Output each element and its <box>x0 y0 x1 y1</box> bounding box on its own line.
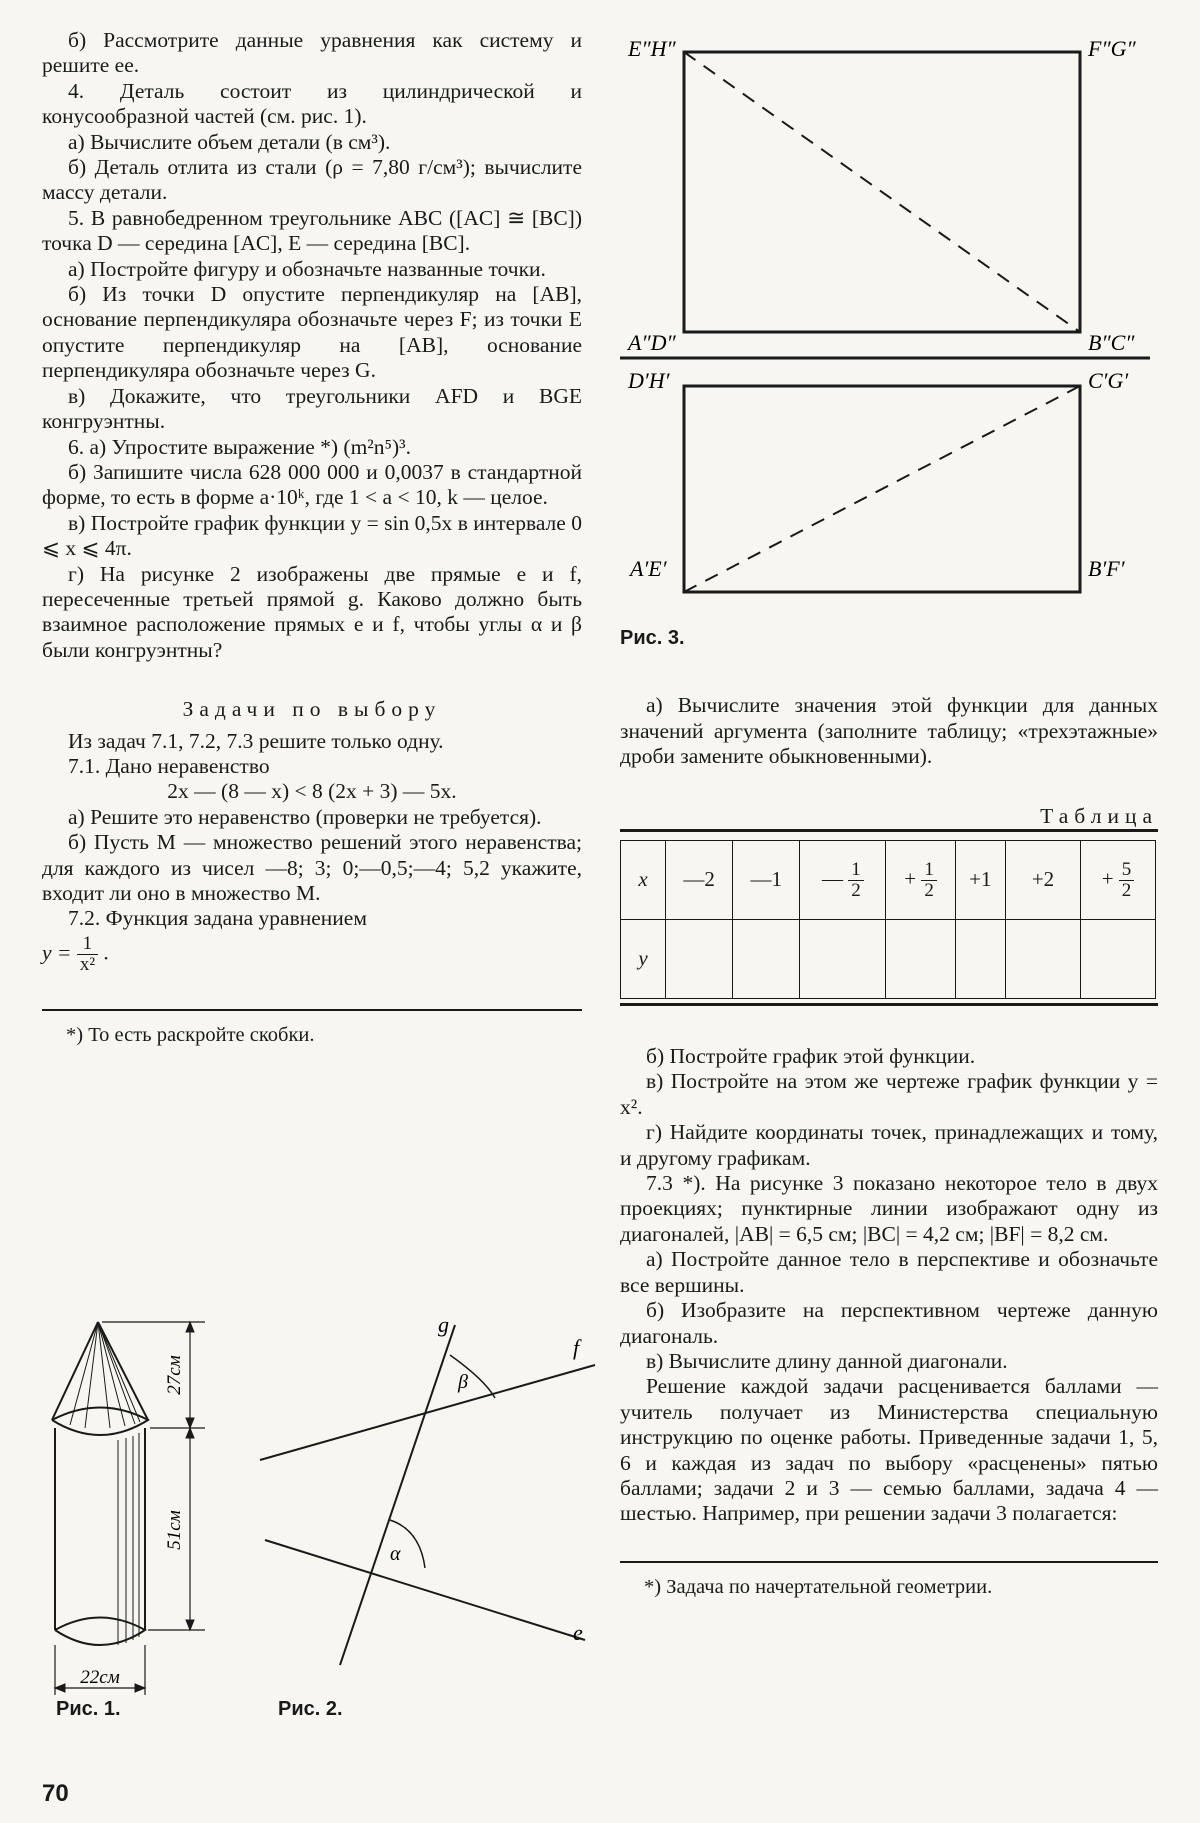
line-f <box>260 1365 595 1460</box>
table-title: Таблица <box>1040 803 1158 828</box>
paragraph: 7.2. Функция задана уравнением <box>68 906 367 931</box>
value-table <box>620 840 1156 999</box>
top-diagonal-dashed <box>684 52 1080 332</box>
figure-1 <box>40 1300 260 1700</box>
formula-denominator: x² <box>79 953 96 975</box>
bottom-diagonal-dashed <box>684 386 1080 592</box>
label-CG-bottom: C′G′ <box>1088 368 1129 393</box>
beta-arc <box>450 1355 495 1398</box>
table-cell: — $\frac{1}{2}$ <box>800 841 886 920</box>
alpha-label: α <box>390 1543 401 1565</box>
line-g-label: g <box>438 1312 449 1337</box>
paragraph: г) Найдите координаты точек, принадлежащих и тому, и другому графикам. <box>620 1120 1158 1170</box>
paragraph: а) Вычислите объем детали (в см³). <box>68 129 391 154</box>
footnote-rule <box>620 1561 1158 1563</box>
table-cell: +1 <box>955 841 1005 920</box>
table-row-y <box>621 920 1156 999</box>
table-header-y: y <box>621 920 666 999</box>
formula-lhs: y = <box>42 940 72 965</box>
line-f-label: f <box>573 1335 580 1360</box>
cone-height-label: 27см <box>164 1355 185 1395</box>
label-DH-bottom: D′H′ <box>628 368 670 393</box>
paragraph: в) Постройте на этом же чертеже график функции y = x². <box>620 1069 1158 1119</box>
paragraph: а) Постройте данное тело в перспективе и обозначьте все вершины. <box>620 1247 1158 1297</box>
line-e-label: e <box>573 1620 583 1645</box>
paragraph: б) Изобразите на перспективном чертеже данную диагональ. <box>620 1298 1158 1348</box>
label-FG-top: F″G″ <box>1088 36 1136 61</box>
line-e <box>265 1540 585 1640</box>
label-BC-top: B″C″ <box>1088 330 1135 355</box>
value-table-frame <box>620 829 1158 1006</box>
table-row-x <box>621 841 1156 920</box>
formula-fraction <box>77 934 98 975</box>
paragraph: Из задач 7.1, 7.2, 7.3 решите только одну. <box>68 728 444 753</box>
paragraph: б) Деталь отлита из стали (ρ = 7,80 г/см³); вычислите массу детали. <box>42 155 582 205</box>
label-AD-top: A″D″ <box>628 330 676 355</box>
paragraph: 5. В равнобедренном треугольнике ABC ([AC] ≅ [BC]) точка D — середина [AC], E — середина [BC]. <box>42 205 582 256</box>
label-EH-top: E″H″ <box>628 36 676 61</box>
footnote-rule <box>42 1009 582 1011</box>
section-heading: Задачи по выбору <box>182 697 442 722</box>
paragraph: 6. а) Упростите выражение *) (m²n⁵)³. <box>68 434 411 459</box>
figure-1-caption: Рис. 1. <box>56 1698 121 1720</box>
right-column <box>620 626 1158 1600</box>
paragraph: Решение каждой задачи расценивается баллами — учитель получает из Министерства специальную инструкцию по оценке работы. Приведенные задачи 1, 5, 6 и каждая из задач по выбору «расценены» пятью баллами; задачи 2 и 3 — семью баллами, задача 4 — шестью. Например, при решении задачи 3 полагается: <box>620 1374 1158 1526</box>
page-number: 70 <box>42 1780 69 1807</box>
formula <box>42 934 582 975</box>
line-g <box>340 1325 455 1665</box>
paragraph: 7.1. Дано неравенство <box>68 753 270 778</box>
formula-tail: . <box>103 940 109 965</box>
paragraph: в) Докажите, что треугольники AFD и BGE конгруэнтны. <box>42 383 582 434</box>
cylinder-hatching <box>118 1433 139 1645</box>
label-AE-bottom: A′E′ <box>630 556 667 581</box>
figure-3-caption: Рис. 3. <box>620 627 685 649</box>
figure-2-caption: Рис. 2. <box>278 1698 343 1720</box>
table-cell: + $\frac{1}{2}$ <box>886 841 955 920</box>
table-cell: —1 <box>733 841 800 920</box>
paragraph: а) Вычислите значения этой функции для данных значений аргумента (заполните таблицу; «трехэтажные» дроби замените обыкновенными). <box>620 693 1158 769</box>
formula-numerator: 1 <box>77 934 98 955</box>
paragraph: б) Запишите числа 628 000 000 и 0,0037 в стандартной форме, то есть в форме a·10ᵏ, где 1 < a < 10, k — целое. <box>42 459 582 510</box>
table-header-x: x <box>621 841 666 920</box>
beta-label: β <box>458 1371 468 1393</box>
paragraph: в) Постройте график функции y = sin 0,5x в интервале 0 ⩽ x ⩽ 4π. <box>42 510 582 561</box>
paragraph: а) Постройте фигуру и обозначьте названные точки. <box>68 256 546 281</box>
paragraph: б) Пусть M — множество решений этого неравенства; для каждого из чисел —8; 3; 0;—0,5;—4; 5,2 укажите, входит ли оно в множество M. <box>42 830 582 905</box>
table-cell-empty[interactable] <box>666 920 733 999</box>
left-column <box>42 28 582 1048</box>
table-cell-empty[interactable] <box>1006 920 1081 999</box>
paragraph: б) Из точки D опустите перпендикуляр на [AB], основание перпендикуляра обозначьте через F; из точки E опустите перпендикуляр на [AB], основание перпендикуляра обозначьте через G. <box>42 282 582 383</box>
table-cell-empty[interactable] <box>886 920 955 999</box>
figure-2 <box>255 1310 605 1670</box>
paragraph: б) Рассмотрите данные уравнения как систему и решите ее. <box>42 28 582 78</box>
table-cell-empty[interactable] <box>1081 920 1156 999</box>
cylinder-sides <box>55 1428 145 1630</box>
paragraph: 4. Деталь состоит из цилиндрической и конусообразной частей (см. рис. 1). <box>42 78 582 129</box>
figure-3 <box>620 28 1160 608</box>
table-cell-empty[interactable] <box>800 920 886 999</box>
table-cell-empty[interactable] <box>733 920 800 999</box>
table-cell: +2 <box>1006 841 1081 920</box>
cylinder-height-label: 51см <box>164 1510 185 1550</box>
table-cell: + $\frac{5}{2}$ <box>1081 841 1156 920</box>
paragraph: б) Постройте график этой функции. <box>646 1044 976 1069</box>
footnote: *) Задача по начертательной геометрии. <box>644 1575 993 1598</box>
cylinder-bottom <box>55 1618 145 1646</box>
footnote: *) То есть раскройте скобки. <box>66 1023 315 1046</box>
paragraph: в) Вычислите длину данной диагонали. <box>646 1348 1008 1373</box>
table-cell-empty[interactable] <box>955 920 1005 999</box>
label-BF-bottom: B′F′ <box>1088 556 1125 581</box>
inequality: 2x — (8 — x) < 8 (2x + 3) — 5x. <box>167 779 457 804</box>
table-cell: —2 <box>666 841 733 920</box>
paragraph: г) На рисунке 2 изображены две прямые e и f, пересеченные третьей прямой g. Каково должно быть взаимное расположение прямых e и f, чтобы углы α и β были конгруэнтны? <box>42 561 582 662</box>
paragraph: а) Решите это неравенство (проверки не требуется). <box>68 804 542 829</box>
diameter-label: 22см <box>80 1667 120 1688</box>
paragraph: 7.3 *). На рисунке 3 показано некоторое тело в двух проекциях; пунктирные линии изображают одну из диагоналей, |AB| = 6,5 см; |BC| = 4,2 см; |BF| = 8,2 см. <box>620 1171 1158 1246</box>
